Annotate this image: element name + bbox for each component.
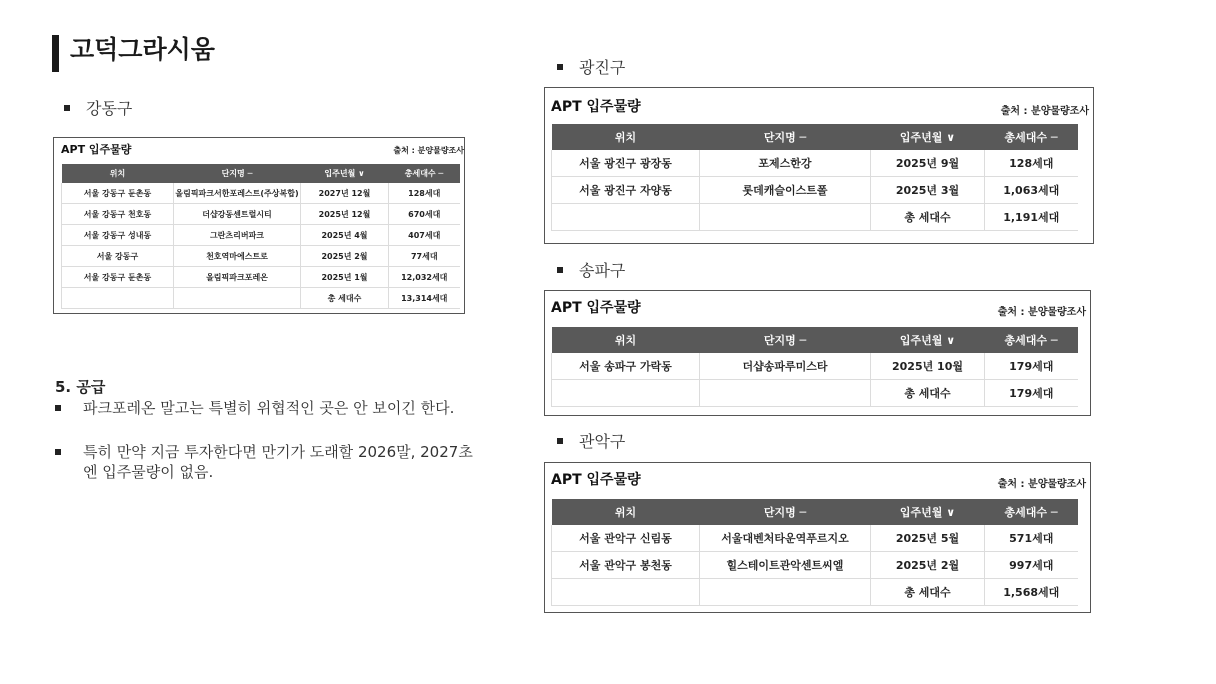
bullet-icon — [55, 405, 61, 411]
table-cell: 서울대벤처타운역푸르지오 — [700, 525, 871, 552]
table-cell: 서울 강동구 둔촌동 — [62, 267, 174, 288]
table-row — [552, 552, 1078, 579]
total-value: 179세대 — [985, 380, 1078, 407]
empty-cell — [174, 288, 301, 309]
total-value: 13,314세대 — [389, 288, 460, 309]
table-cell: 670세대 — [389, 204, 460, 225]
empty-cell — [552, 204, 700, 231]
column-header[interactable]: 입주년월 ∨ — [871, 499, 985, 525]
table-row — [62, 246, 460, 267]
table-cell: 1,063세대 — [985, 177, 1078, 204]
table-source: 출처 : 분양물량조사 — [997, 307, 1086, 318]
empty-cell — [62, 288, 174, 309]
table-cell: 더샵송파루미스타 — [700, 353, 871, 380]
apt-supply-table-songpa — [544, 290, 1091, 416]
table-row — [62, 183, 460, 204]
column-header[interactable]: 단지명 ─ — [700, 124, 871, 150]
table-source: 출처 : 분양물량조사 — [997, 479, 1086, 490]
table-cell: 179세대 — [985, 353, 1078, 380]
table-row — [62, 267, 460, 288]
table-row — [62, 225, 460, 246]
bullet-icon — [557, 64, 563, 70]
table-cell: 571세대 — [985, 525, 1078, 552]
table-row — [62, 204, 460, 225]
table-cell: 서울 광진구 광장동 — [552, 150, 700, 177]
table-cell: 407세대 — [389, 225, 460, 246]
bullet-icon — [55, 449, 61, 455]
table-cell: 서울 관악구 신림동 — [552, 525, 700, 552]
total-row — [552, 204, 1078, 231]
total-value: 1,191세대 — [985, 204, 1078, 231]
table-title: APT 입주물량 — [551, 300, 641, 316]
apt-supply-table-gangdong — [53, 137, 465, 314]
column-header[interactable]: 총세대수 ─ — [985, 499, 1078, 525]
table-cell: 2027년 12월 — [301, 183, 389, 204]
empty-cell — [700, 380, 871, 407]
page-title: 고덕그라시움 — [70, 35, 215, 64]
table-cell: 2025년 4월 — [301, 225, 389, 246]
column-header[interactable]: 입주년월 ∨ — [301, 164, 389, 183]
table-cell: 2025년 12월 — [301, 204, 389, 225]
table-cell: 서울 송파구 가락동 — [552, 353, 700, 380]
supply-bullet-1: 파크포레온 말고는 특별히 위협적인 곳은 안 보이긴 한다. — [55, 398, 483, 418]
table-title: APT 입주물량 — [61, 143, 132, 156]
total-value: 1,568세대 — [985, 579, 1078, 606]
table-cell: 힐스테이트관악센트씨엘 — [700, 552, 871, 579]
supply-bullet-2: 특히 만약 지금 투자한다면 만기가 도래할 2026말, 2027초엔 입주물량이 없음. — [55, 442, 483, 482]
column-header[interactable]: 입주년월 ∨ — [871, 327, 985, 353]
table-title: APT 입주물량 — [551, 472, 641, 488]
table-cell: 2025년 10월 — [871, 353, 985, 380]
empty-cell — [552, 579, 700, 606]
column-header[interactable]: 단지명 ─ — [700, 499, 871, 525]
table-cell: 서울 관악구 봉천동 — [552, 552, 700, 579]
table-row — [552, 150, 1078, 177]
table-cell: 서울 강동구 천호동 — [62, 204, 174, 225]
table-cell: 롯데캐슬이스트폴 — [700, 177, 871, 204]
column-header[interactable]: 총세대수 ─ — [985, 327, 1078, 353]
data-table — [551, 327, 1078, 407]
table-cell: 997세대 — [985, 552, 1078, 579]
table-source: 출처 : 분양물량조사 — [1000, 106, 1089, 117]
table-cell: 더샵강동센트럴시티 — [174, 204, 301, 225]
table-cell: 2025년 5월 — [871, 525, 985, 552]
empty-cell — [700, 204, 871, 231]
total-label: 총 세대수 — [871, 579, 985, 606]
table-cell: 2025년 2월 — [871, 552, 985, 579]
total-row — [552, 579, 1078, 606]
section-label-songpa: 송파구 — [557, 260, 625, 282]
table-row — [552, 177, 1078, 204]
column-header: 위치 — [62, 164, 174, 183]
section-label-gangdong: 강동구 — [64, 98, 132, 120]
table-cell: 올림픽파크포레온 — [174, 267, 301, 288]
bullet-icon — [557, 438, 563, 444]
table-cell: 올림픽파크서한포레스트(주상복합) — [174, 183, 301, 204]
table-row — [552, 525, 1078, 552]
apt-supply-table-gwangjin — [544, 87, 1094, 244]
table-cell: 그란츠리버파크 — [174, 225, 301, 246]
table-cell: 128세대 — [389, 183, 460, 204]
column-header[interactable]: 총세대수 ─ — [389, 164, 460, 183]
total-label: 총 세대수 — [871, 204, 985, 231]
table-title: APT 입주물량 — [551, 99, 641, 115]
total-label: 총 세대수 — [301, 288, 389, 309]
data-table — [61, 164, 460, 309]
table-cell: 77세대 — [389, 246, 460, 267]
data-table — [551, 124, 1078, 231]
table-cell: 2025년 9월 — [871, 150, 985, 177]
table-cell: 2025년 2월 — [301, 246, 389, 267]
section-label-gwangjin: 광진구 — [557, 57, 625, 79]
bullet-icon — [557, 267, 563, 273]
table-cell: 2025년 1월 — [301, 267, 389, 288]
table-source: 출처 : 분양물량조사 — [393, 146, 464, 155]
apt-supply-table-gwanak — [544, 462, 1091, 613]
table-cell: 서울 강동구 성내동 — [62, 225, 174, 246]
table-cell: 천호역마에스트로 — [174, 246, 301, 267]
total-row — [62, 288, 460, 309]
table-cell: 2025년 3월 — [871, 177, 985, 204]
supply-heading: 5. 공급 — [55, 378, 106, 396]
table-cell: 128세대 — [985, 150, 1078, 177]
table-cell: 서울 강동구 — [62, 246, 174, 267]
empty-cell — [552, 380, 700, 407]
data-table — [551, 499, 1078, 606]
column-header: 위치 — [552, 499, 700, 525]
total-row — [552, 380, 1078, 407]
column-header[interactable]: 입주년월 ∨ — [871, 124, 985, 150]
column-header[interactable]: 단지명 ─ — [174, 164, 301, 183]
total-label: 총 세대수 — [871, 380, 985, 407]
column-header[interactable]: 총세대수 ─ — [985, 124, 1078, 150]
empty-cell — [700, 579, 871, 606]
title-accent-bar — [52, 35, 59, 72]
bullet-icon — [64, 105, 70, 111]
table-row — [552, 353, 1078, 380]
table-cell: 포제스한강 — [700, 150, 871, 177]
column-header: 위치 — [552, 327, 700, 353]
column-header: 위치 — [552, 124, 700, 150]
column-header[interactable]: 단지명 ─ — [700, 327, 871, 353]
table-cell: 12,032세대 — [389, 267, 460, 288]
section-label-gwanak: 관악구 — [557, 431, 625, 453]
table-cell: 서울 강동구 둔촌동 — [62, 183, 174, 204]
table-cell: 서울 광진구 자양동 — [552, 177, 700, 204]
